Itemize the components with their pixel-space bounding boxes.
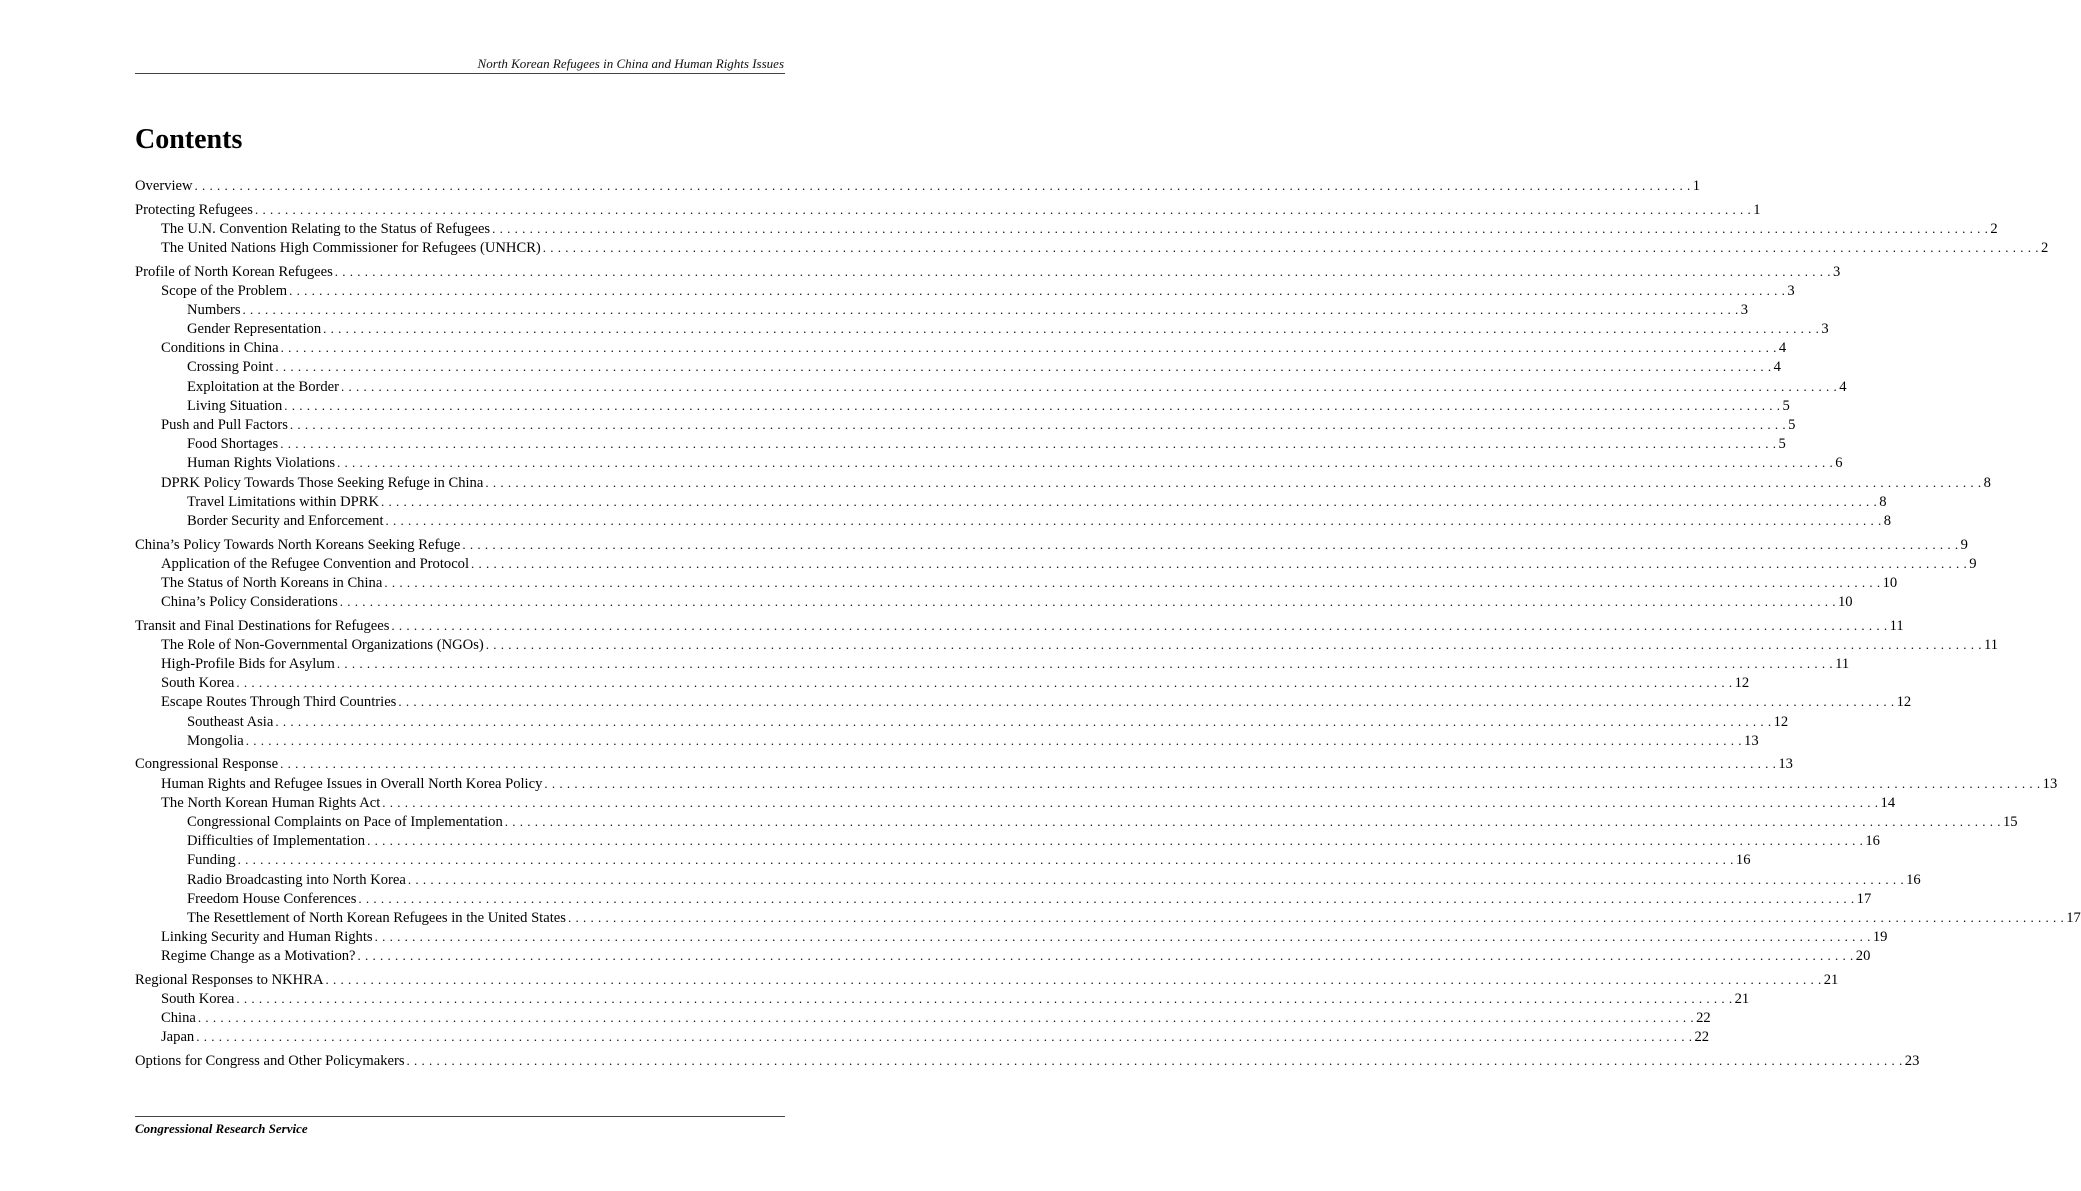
toc-entry[interactable] [135,357,1781,376]
toc-entry-page: 8 [1879,493,1887,510]
toc-entry-label: The U.N. Convention Relating to the Status of Refugees [161,220,491,237]
header-divider [135,73,785,74]
toc-dot-leader: . . . . . . . . . . . . . . . . . . . . . . . . . . . . . . . . . . . . . . . . . . . . . . . . . . . . . . . . . . . . . . . . . . . . . . . . . . . . . . . . . . . . . . . . . . . . . . . . . . . . . . . . . . . . . . . . . . . . . . . . . . . . . . . . . . . . . . . . . . . . . . . . . . . . . . . . . . . . . . . . . . . . . . . . . . . . . . . . . . . . . . . . . . . . . . . . . . . . . . . . [275,359,1772,375]
toc-dot-leader: . . . . . . . . . . . . . . . . . . . . . . . . . . . . . . . . . . . . . . . . . . . . . . . . . . . . . . . . . . . . . . . . . . . . . . . . . . . . . . . . . . . . . . . . . . . . . . . . . . . . . . . . . . . . . . . . . . . . . . . . . . . . . . . . . . . . . . . . . . . . . . . . . . . . . . . . . . . . . . . . . . . . . . . . . . . . . . . . . . . . . . . . . . . . . . . . . . . . . . . . [384,574,1881,590]
toc-entry-page: 3 [1740,301,1749,318]
toc-entry-label: Exploitation at the Border [187,378,339,395]
toc-dot-leader: . . . . . . . . . . . . . . . . . . . . . . . . . . . . . . . . . . . . . . . . . . . . . . . . . . . . . . . . . . . . . . . . . . . . . . . . . . . . . . . . . . . . . . . . . . . . . . . . . . . . . . . . . . . . . . . . . . . . . . . . . . . . . . . . . . . . . . . . . . . . . . . . . . . . . . . . . . . . . . . . . . . . . . . . . . . . . . . . . . . . . . . . . . . . . . . . . . . . . . . . [236,675,1733,691]
toc-entry-page: 15 [2003,813,2018,830]
toc-entry-page: 21 [1734,991,1750,1008]
toc-entry-page: 5 [1778,436,1786,453]
toc-entry[interactable] [135,970,1839,989]
toc-entry[interactable] [135,219,1998,238]
toc-entry-label: Overview [135,178,193,194]
toc-entry-page: 14 [1880,794,1896,811]
toc-entry[interactable] [135,238,2049,257]
toc-entry-page: 19 [1872,929,1888,946]
toc-entry-label: Profile of North Korean Refugees [135,263,333,280]
toc-dot-leader: . . . . . . . . . . . . . . . . . . . . . . . . . . . . . . . . . . . . . . . . . . . . . . . . . . . . . . . . . . . . . . . . . . . . . . . . . . . . . . . . . . . . . . . . . . . . . . . . . . . . . . . . . . . . . . . . . . . . . . . . . . . . . . . . . . . . . . . . . . . . . . . . . . . . . . . . . . . . . . . . . . . . . . . . . . . . . . . . . . . . . . . . . . . . . . . . . . . . . . . . [407,871,1905,887]
toc-entry-page: 5 [1788,417,1796,434]
toc-entry-page: 21 [1823,971,1839,988]
toc-entry-label: Difficulties of Implementation [187,833,366,850]
toc-dot-leader: . . . . . . . . . . . . . . . . . . . . . . . . . . . . . . . . . . . . . . . . . . . . . . . . . . . . . . . . . . . . . . . . . . . . . . . . . . . . . . . . . . . . . . . . . . . . . . . . . . . . . . . . . . . . . . . . . . . . . . . . . . . . . . . . . . . . . . . . . . . . . . . . . . . . . . . . . . . . . . . . . . . . . . . . . . . . . . . . . . . . . . . . . . . . . . . . . . . . . . . . [492,220,1989,236]
toc-dot-leader: . . . . . . . . . . . . . . . . . . . . . . . . . . . . . . . . . . . . . . . . . . . . . . . . . . . . . . . . . . . . . . . . . . . . . . . . . . . . . . . . . . . . . . . . . . . . . . . . . . . . . . . . . . . . . . . . . . . . . . . . . . . . . . . . . . . . . . . . . . . . . . . . . . . . . . . . . . . . . . . . . . . . . . . . . . . . . . . . . . . . . . . . . . . . . . . . . . . . . . . . [374,929,1871,945]
toc-entry-page: 16 [1735,852,1751,869]
toc-entry[interactable] [135,793,1896,812]
toc-entry[interactable] [135,415,1796,434]
toc-entry-label: Options for Congress and Other Policymakers [135,1052,405,1069]
toc-entry[interactable] [135,338,1787,357]
toc-entry-label: Crossing Point [187,359,274,376]
toc-entry-page: 8 [1983,474,1991,491]
toc-dot-leader: . . . . . . . . . . . . . . . . . . . . . . . . . . . . . . . . . . . . . . . . . . . . . . . . . . . . . . . . . . . . . . . . . . . . . . . . . . . . . . . . . . . . . . . . . . . . . . . . . . . . . . . . . . . . . . . . . . . . . . . . . . . . . . . . . . . . . . . . . . . . . . . . . . . . . . . . . . . . . . . . . . . . . . . . . . . . . . . . . . . . . . . . . . . . . . . . . . . . . . . . [242,301,1739,317]
toc-entry-page: 9 [1960,536,1968,553]
toc-entry[interactable] [135,176,1701,195]
toc-dot-leader: . . . . . . . . . . . . . . . . . . . . . . . . . . . . . . . . . . . . . . . . . . . . . . . . . . . . . . . . . . . . . . . . . . . . . . . . . . . . . . . . . . . . . . . . . . . . . . . . . . . . . . . . . . . . . . . . . . . . . . . . . . . . . . . . . . . . . . . . . . . . . . . . . . . . . . . . . . . . . . . . . . . . . . . . . . . . . . . . . . . . . . . . . . . . . . . . . . . . . . . . [194,178,1691,193]
toc-entry-page: 1 [1692,178,1701,194]
toc-entry[interactable] [135,692,1912,711]
toc-entry-label: Congressional Response [135,756,279,773]
toc-entry[interactable] [135,492,1887,511]
toc-entry-page: 16 [1865,833,1880,850]
toc-entry-page: 20 [1855,948,1871,965]
toc-dot-leader: . . . . . . . . . . . . . . . . . . . . . . . . . . . . . . . . . . . . . . . . . . . . . . . . . . . . . . . . . . . . . . . . . . . . . . . . . . . . . . . . . . . . . . . . . . . . . . . . . . . . . . . . . . . . . . . . . . . . . . . . . . . . . . . . . . . . . . . . . . . . . . . . . . . . . . . . . . . . . . . . . . . . . . . . . . . . . . . . . . . . . . . . . . . . . . . . . . . . . . . . [485,474,1982,490]
toc-entry-label: Japan [161,1029,195,1046]
toc-entry[interactable] [135,319,1829,338]
toc-entry[interactable] [135,870,1921,889]
toc-dot-leader: . . . . . . . . . . . . . . . . . . . . . . . . . . . . . . . . . . . . . . . . . . . . . . . . . . . . . . . . . . . . . . . . . . . . . . . . . . . . . . . . . . . . . . . . . . . . . . . . . . . . . . . . . . . . . . . . . . . . . . . . . . . . . . . . . . . . . . . . . . . . . . . . . . . . . . . . . . . . . . . . . . . . . . . . . . . . . . . . . . . . . . . . . . . . . . . . . . . . . . . . [391,617,1888,633]
toc-entry-page: 10 [1882,574,1898,591]
toc-dot-leader: . . . . . . . . . . . . . . . . . . . . . . . . . . . . . . . . . . . . . . . . . . . . . . . . . . . . . . . . . . . . . . . . . . . . . . . . . . . . . . . . . . . . . . . . . . . . . . . . . . . . . . . . . . . . . . . . . . . . . . . . . . . . . . . . . . . . . . . . . . . . . . . . . . . . . . . . . . . . . . . . . . . . . . . . . . . . . . . . . . . . . . . . . . . . . . . . . . . . . . . . [542,239,2040,255]
toc-entry-page: 3 [1787,282,1795,299]
toc-dot-leader: . . . . . . . . . . . . . . . . . . . . . . . . . . . . . . . . . . . . . . . . . . . . . . . . . . . . . . . . . . . . . . . . . . . . . . . . . . . . . . . . . . . . . . . . . . . . . . . . . . . . . . . . . . . . . . . . . . . . . . . . . . . . . . . . . . . . . . . . . . . . . . . . . . . . . . . . . . . . . . . . . . . . . . . . . . . . . . . . . . . . . . . . . . . . . . . . . . . . . . . . [504,813,2001,829]
toc-entry[interactable] [135,831,1880,850]
toc-entry-page: 13 [2042,775,2058,792]
toc-dot-leader: . . . . . . . . . . . . . . . . . . . . . . . . . . . . . . . . . . . . . . . . . . . . . . . . . . . . . . . . . . . . . . . . . . . . . . . . . . . . . . . . . . . . . . . . . . . . . . . . . . . . . . . . . . . . . . . . . . . . . . . . . . . . . . . . . . . . . . . . . . . . . . . . . . . . . . . . . . . . . . . . . . . . . . . . . . . . . . . . . . . . . . . . . . . . . . . . . . . . . . . . [367,833,1864,849]
toc-entry[interactable] [135,281,1795,300]
toc-entry-page: 12 [1773,713,1789,730]
toc-entry-page: 22 [1694,1029,1710,1046]
toc-dot-leader: . . . . . . . . . . . . . . . . . . . . . . . . . . . . . . . . . . . . . . . . . . . . . . . . . . . . . . . . . . . . . . . . . . . . . . . . . . . . . . . . . . . . . . . . . . . . . . . . . . . . . . . . . . . . . . . . . . . . . . . . . . . . . . . . . . . . . . . . . . . . . . . . . . . . . . . . . . . . . . . . . . . . . . . . . . . . . . . . . . . . . . . . . . . . . . . . . . . . . . . . [196,1029,1693,1045]
toc-entry-label: South Korea [161,675,235,692]
toc-dot-leader: . . . . . . . . . . . . . . . . . . . . . . . . . . . . . . . . . . . . . . . . . . . . . . . . . . . . . . . . . . . . . . . . . . . . . . . . . . . . . . . . . . . . . . . . . . . . . . . . . . . . . . . . . . . . . . . . . . . . . . . . . . . . . . . . . . . . . . . . . . . . . . . . . . . . . . . . . . . . . . . . . . . . . . . . . . . . . . . . . . . . . . . . . . . . . . . . . . . . . . . . [398,694,1895,710]
footer-divider [135,1116,785,1117]
toc-entry-label: Linking Security and Human Rights [161,929,373,946]
toc-dot-leader: . . . . . . . . . . . . . . . . . . . . . . . . . . . . . . . . . . . . . . . . . . . . . . . . . . . . . . . . . . . . . . . . . . . . . . . . . . . . . . . . . . . . . . . . . . . . . . . . . . . . . . . . . . . . . . . . . . . . . . . . . . . . . . . . . . . . . . . . . . . . . . . . . . . . . . . . . . . . . . . . . . . . . . . . . . . . . . . . . . . . . . . . . . . . . . . . . . . . . . . . [197,1010,1695,1026]
toc-entry-page: 22 [1696,1010,1711,1027]
toc-entry-label: China [161,1010,196,1027]
toc-entry[interactable] [135,850,1751,869]
toc-entry[interactable] [135,554,1977,573]
toc-entry[interactable] [135,1051,1920,1070]
toc-entry-page: 5 [1782,397,1790,414]
toc-dot-leader: . . . . . . . . . . . . . . . . . . . . . . . . . . . . . . . . . . . . . . . . . . . . . . . . . . . . . . . . . . . . . . . . . . . . . . . . . . . . . . . . . . . . . . . . . . . . . . . . . . . . . . . . . . . . . . . . . . . . . . . . . . . . . . . . . . . . . . . . . . . . . . . . . . . . . . . . . . . . . . . . . . . . . . . . . . . . . . . . . . . . . . . . . . . . . . . . . . . . . . . . [340,378,1838,394]
toc-entry[interactable] [135,889,1872,908]
toc-entry-label: Mongolia [187,732,244,749]
toc-dot-leader: . . . . . . . . . . . . . . . . . . . . . . . . . . . . . . . . . . . . . . . . . . . . . . . . . . . . . . . . . . . . . . . . . . . . . . . . . . . . . . . . . . . . . . . . . . . . . . . . . . . . . . . . . . . . . . . . . . . . . . . . . . . . . . . . . . . . . . . . . . . . . . . . . . . . . . . . . . . . . . . . . . . . . . . . . . . . . . . . . . . . . . . . . . . . . . . . . . . . . . . . [358,890,1855,906]
toc-entry-label: Push and Pull Factors [161,417,288,434]
toc-entry-page: 8 [1883,512,1892,529]
toc-entry-label: Living Situation [187,397,283,414]
toc-dot-leader: . . . . . . . . . . . . . . . . . . . . . . . . . . . . . . . . . . . . . . . . . . . . . . . . . . . . . . . . . . . . . . . . . . . . . . . . . . . . . . . . . . . . . . . . . . . . . . . . . . . . . . . . . . . . . . . . . . . . . . . . . . . . . . . . . . . . . . . . . . . . . . . . . . . . . . . . . . . . . . . . . . . . . . . . . . . . . . . . . . . . . . . . . . . . . . . . . . . . . . . . [284,397,1781,413]
toc-dot-leader: . . . . . . . . . . . . . . . . . . . . . . . . . . . . . . . . . . . . . . . . . . . . . . . . . . . . . . . . . . . . . . . . . . . . . . . . . . . . . . . . . . . . . . . . . . . . . . . . . . . . . . . . . . . . . . . . . . . . . . . . . . . . . . . . . . . . . . . . . . . . . . . . . . . . . . . . . . . . . . . . . . . . . . . . . . . . . . . . . . . . . . . . . . . . . . . . . . . . . . . . [471,555,1968,571]
toc-entry-page: 3 [1821,321,1829,338]
toc-entry-label: Scope of the Problem [161,282,288,299]
toc-entry-page: 11 [1889,617,1904,634]
toc-dot-leader: . . . . . . . . . . . . . . . . . . . . . . . . . . . . . . . . . . . . . . . . . . . . . . . . . . . . . . . . . . . . . . . . . . . . . . . . . . . . . . . . . . . . . . . . . . . . . . . . . . . . . . . . . . . . . . . . . . . . . . . . . . . . . . . . . . . . . . . . . . . . . . . . . . . . . . . . . . . . . . . . . . . . . . . . . . . . . . . . . . . . . . . . . . . . . . . . . . . . . . . . [245,732,1743,748]
toc-entry-label: Freedom House Conferences [187,890,357,907]
toc-dot-leader: . . . . . . . . . . . . . . . . . . . . . . . . . . . . . . . . . . . . . . . . . . . . . . . . . . . . . . . . . . . . . . . . . . . . . . . . . . . . . . . . . . . . . . . . . . . . . . . . . . . . . . . . . . . . . . . . . . . . . . . . . . . . . . . . . . . . . . . . . . . . . . . . . . . . . . . . . . . . . . . . . . . . . . . . . . . . . . . . . . . . . . . . . . . . . . . . . . . . . . . . [254,201,1752,217]
toc-entry-page: 9 [1969,555,1977,572]
toc-entry[interactable] [135,262,1841,281]
toc-entry[interactable] [135,377,1847,396]
toc-entry-label: Congressional Complaints on Pace of Implementation [187,813,503,830]
toc-entry[interactable] [135,434,1786,453]
toc-entry-label: China’s Policy Towards North Koreans Seeking Refuge [135,536,461,553]
toc-entry[interactable] [135,200,1761,219]
toc-entry-label: Application of the Refugee Convention and Protocol [161,555,470,572]
toc-entry-page: 6 [1835,455,1843,472]
toc-entry-label: Radio Broadcasting into North Korea [187,871,406,888]
toc-dot-leader: . . . . . . . . . . . . . . . . . . . . . . . . . . . . . . . . . . . . . . . . . . . . . . . . . . . . . . . . . . . . . . . . . . . . . . . . . . . . . . . . . . . . . . . . . . . . . . . . . . . . . . . . . . . . . . . . . . . . . . . . . . . . . . . . . . . . . . . . . . . . . . . . . . . . . . . . . . . . . . . . . . . . . . . . . . . . . . . . . . . . . . . . . . . . . . . . . . . . . . . . [280,340,1777,356]
toc-entry[interactable] [135,1008,1711,1027]
toc-entry-page: 4 [1773,359,1781,376]
toc-entry-page: 3 [1833,263,1841,280]
toc-entry[interactable] [135,673,1750,692]
toc-dot-leader: . . . . . . . . . . . . . . . . . . . . . . . . . . . . . . . . . . . . . . . . . . . . . . . . . . . . . . . . . . . . . . . . . . . . . . . . . . . . . . . . . . . . . . . . . . . . . . . . . . . . . . . . . . . . . . . . . . . . . . . . . . . . . . . . . . . . . . . . . . . . . . . . . . . . . . . . . . . . . . . . . . . . . . . . . . . . . . . . . . . . . . . . . . . . . . . . . . . . . . . . [280,756,1777,772]
toc-dot-leader: . . . . . . . . . . . . . . . . . . . . . . . . . . . . . . . . . . . . . . . . . . . . . . . . . . . . . . . . . . . . . . . . . . . . . . . . . . . . . . . . . . . . . . . . . . . . . . . . . . . . . . . . . . . . . . . . . . . . . . . . . . . . . . . . . . . . . . . . . . . . . . . . . . . . . . . . . . . . . . . . . . . . . . . . . . . . . . . . . . . . . . . . . . . . . . . . . . . . . . . . [382,794,1879,810]
toc-entry[interactable] [135,1027,1710,1046]
toc-entry-page: 17 [1856,890,1872,907]
toc-dot-leader: . . . . . . . . . . . . . . . . . . . . . . . . . . . . . . . . . . . . . . . . . . . . . . . . . . . . . . . . . . . . . . . . . . . . . . . . . . . . . . . . . . . . . . . . . . . . . . . . . . . . . . . . . . . . . . . . . . . . . . . . . . . . . . . . . . . . . . . . . . . . . . . . . . . . . . . . . . . . . . . . . . . . . . . . . . . . . . . . . . . . . . . . . . . . . . . . . . . . . . . . [280,436,1777,452]
toc-entry-page: 2 [2041,239,2049,256]
toc-entry[interactable] [135,396,1790,415]
toc-entry[interactable] [135,535,1968,554]
toc-entry-page: 12 [1896,694,1912,711]
toc-entry-label: The United Nations High Commissioner for Refugees (UNHCR) [161,239,541,256]
toc-entry-label: Regional Responses to NKHRA [135,971,324,988]
toc-entry-page: 1 [1753,201,1761,218]
toc-dot-leader: . . . . . . . . . . . . . . . . . . . . . . . . . . . . . . . . . . . . . . . . . . . . . . . . . . . . . . . . . . . . . . . . . . . . . . . . . . . . . . . . . . . . . . . . . . . . . . . . . . . . . . . . . . . . . . . . . . . . . . . . . . . . . . . . . . . . . . . . . . . . . . . . . . . . . . . . . . . . . . . . . . . . . . . . . . . . . . . . . . . . . . . . . . . . . . . . . . . . . . . . [406,1052,1903,1068]
toc-entry-label: Funding [187,852,236,869]
running-header: North Korean Refugees in China and Human Rights Issues [477,56,784,71]
toc-entry-label: The Resettlement of North Korean Refugees in the United States [187,909,566,926]
page-title: Contents [135,124,243,155]
toc-entry-label: Protecting Refugees [135,201,253,218]
toc-entry-label: Border Security and Enforcement [187,512,384,529]
toc-entry-page: 4 [1778,340,1787,357]
toc-entry[interactable] [135,654,1850,673]
toc-dot-leader: . . . . . . . . . . . . . . . . . . . . . . . . . . . . . . . . . . . . . . . . . . . . . . . . . . . . . . . . . . . . . . . . . . . . . . . . . . . . . . . . . . . . . . . . . . . . . . . . . . . . . . . . . . . . . . . . . . . . . . . . . . . . . . . . . . . . . . . . . . . . . . . . . . . . . . . . . . . . . . . . . . . . . . . . . . . . . . . . . . . . . . . . . . . . . . . . . . . . . . . . [323,321,1820,337]
toc-entry-label: Travel Limitations within DPRK [187,493,380,510]
toc-dot-leader: . . . . . . . . . . . . . . . . . . . . . . . . . . . . . . . . . . . . . . . . . . . . . . . . . . . . . . . . . . . . . . . . . . . . . . . . . . . . . . . . . . . . . . . . . . . . . . . . . . . . . . . . . . . . . . . . . . . . . . . . . . . . . . . . . . . . . . . . . . . . . . . . . . . . . . . . . . . . . . . . . . . . . . . . . . . . . . . . . . . . . . . . . . . . . . . . . . . . . . . . [339,594,1836,610]
toc-dot-leader: . . . . . . . . . . . . . . . . . . . . . . . . . . . . . . . . . . . . . . . . . . . . . . . . . . . . . . . . . . . . . . . . . . . . . . . . . . . . . . . . . . . . . . . . . . . . . . . . . . . . . . . . . . . . . . . . . . . . . . . . . . . . . . . . . . . . . . . . . . . . . . . . . . . . . . . . . . . . . . . . . . . . . . . . . . . . . . . . . . . . . . . . . . . . . . . . . . . . . . . . [357,948,1854,964]
toc-entry[interactable] [135,573,1898,592]
toc-entry-label: Transit and Final Destinations for Refugees [135,617,390,634]
toc-entry[interactable] [135,774,2058,793]
toc-entry-label: High-Profile Bids for Asylum [161,656,335,673]
toc-dot-leader: . . . . . . . . . . . . . . . . . . . . . . . . . . . . . . . . . . . . . . . . . . . . . . . . . . . . . . . . . . . . . . . . . . . . . . . . . . . . . . . . . . . . . . . . . . . . . . . . . . . . . . . . . . . . . . . . . . . . . . . . . . . . . . . . . . . . . . . . . . . . . . . . . . . . . . . . . . . . . . . . . . . . . . . . . . . . . . . . . . . . . . . . . . . . . . . . . . . . . . . . [544,775,2041,791]
toc-entry-label: The Role of Non-Governmental Organizations (NGOs) [161,636,484,653]
toc-dot-leader: . . . . . . . . . . . . . . . . . . . . . . . . . . . . . . . . . . . . . . . . . . . . . . . . . . . . . . . . . . . . . . . . . . . . . . . . . . . . . . . . . . . . . . . . . . . . . . . . . . . . . . . . . . . . . . . . . . . . . . . . . . . . . . . . . . . . . . . . . . . . . . . . . . . . . . . . . . . . . . . . . . . . . . . . . . . . . . . . . . . . . . . . . . . . . . . . . . . . . . . . [325,971,1822,987]
toc-dot-leader: . . . . . . . . . . . . . . . . . . . . . . . . . . . . . . . . . . . . . . . . . . . . . . . . . . . . . . . . . . . . . . . . . . . . . . . . . . . . . . . . . . . . . . . . . . . . . . . . . . . . . . . . . . . . . . . . . . . . . . . . . . . . . . . . . . . . . . . . . . . . . . . . . . . . . . . . . . . . . . . . . . . . . . . . . . . . . . . . . . . . . . . . . . . . . . . . . . . . . . . . [337,455,1834,471]
toc-entry-page: 11 [1835,656,1850,673]
toc-entry-label: South Korea [161,991,235,1008]
toc-entry-page: 23 [1904,1052,1920,1069]
toc-entry[interactable] [135,946,1871,965]
toc-entry-page: 13 [1778,756,1793,773]
table-of-contents [135,176,2081,1070]
toc-entry[interactable] [135,812,2018,831]
toc-dot-leader: . . . . . . . . . . . . . . . . . . . . . . . . . . . . . . . . . . . . . . . . . . . . . . . . . . . . . . . . . . . . . . . . . . . . . . . . . . . . . . . . . . . . . . . . . . . . . . . . . . . . . . . . . . . . . . . . . . . . . . . . . . . . . . . . . . . . . . . . . . . . . . . . . . . . . . . . . . . . . . . . . . . . . . . . . . . . . . . . . . . . . . . . . . . . . . . . . . . . . . . . [237,852,1734,868]
toc-entry-page: 13 [1744,732,1759,749]
toc-dot-leader: . . . . . . . . . . . . . . . . . . . . . . . . . . . . . . . . . . . . . . . . . . . . . . . . . . . . . . . . . . . . . . . . . . . . . . . . . . . . . . . . . . . . . . . . . . . . . . . . . . . . . . . . . . . . . . . . . . . . . . . . . . . . . . . . . . . . . . . . . . . . . . . . . . . . . . . . . . . . . . . . . . . . . . . . . . . . . . . . . . . . . . . . . . . . . . . . . . . . . . . . [334,263,1832,279]
toc-dot-leader: . . . . . . . . . . . . . . . . . . . . . . . . . . . . . . . . . . . . . . . . . . . . . . . . . . . . . . . . . . . . . . . . . . . . . . . . . . . . . . . . . . . . . . . . . . . . . . . . . . . . . . . . . . . . . . . . . . . . . . . . . . . . . . . . . . . . . . . . . . . . . . . . . . . . . . . . . . . . . . . . . . . . . . . . . . . . . . . . . . . . . . . . . . . . . . . . . . . . . . . . [289,282,1786,298]
toc-entry[interactable] [135,754,1793,773]
toc-entry[interactable] [135,731,1759,750]
toc-entry[interactable] [135,635,1999,654]
toc-entry[interactable] [135,989,1750,1008]
toc-entry[interactable] [135,511,1892,530]
toc-entry-label: China’s Policy Considerations [161,594,338,611]
toc-entry-page: 17 [2066,909,2081,926]
toc-entry[interactable] [135,927,1888,946]
toc-entry-label: Gender Representation [187,321,322,338]
toc-entry[interactable] [135,300,1749,319]
toc-entry-label: Food Shortages [187,436,279,453]
toc-entry-label: Human Rights Violations [187,455,336,472]
toc-dot-leader: . . . . . . . . . . . . . . . . . . . . . . . . . . . . . . . . . . . . . . . . . . . . . . . . . . . . . . . . . . . . . . . . . . . . . . . . . . . . . . . . . . . . . . . . . . . . . . . . . . . . . . . . . . . . . . . . . . . . . . . . . . . . . . . . . . . . . . . . . . . . . . . . . . . . . . . . . . . . . . . . . . . . . . . . . . . . . . . . . . . . . . . . . . . . . . . . . . . . . . . . [381,493,1878,509]
toc-entry[interactable] [135,592,1853,611]
toc-entry-label: Human Rights and Refugee Issues in Overall North Korea Policy [161,775,543,792]
toc-entry-label: Conditions in China [161,340,279,357]
footer-publisher: Congressional Research Service [135,1121,308,1136]
toc-dot-leader: . . . . . . . . . . . . . . . . . . . . . . . . . . . . . . . . . . . . . . . . . . . . . . . . . . . . . . . . . . . . . . . . . . . . . . . . . . . . . . . . . . . . . . . . . . . . . . . . . . . . . . . . . . . . . . . . . . . . . . . . . . . . . . . . . . . . . . . . . . . . . . . . . . . . . . . . . . . . . . . . . . . . . . . . . . . . . . . . . . . . . . . . . . . . . . . . . . . . . . . . [462,536,1959,552]
toc-entry-label: The North Korean Human Rights Act [161,794,381,811]
toc-entry-page: 2 [1990,220,1998,237]
toc-entry-label: Regime Change as a Motivation? [161,948,356,965]
toc-entry[interactable] [135,616,1904,635]
toc-entry-page: 16 [1906,871,1921,888]
toc-entry-label: Numbers [187,301,241,318]
toc-entry-label: Escape Routes Through Third Countries [161,694,397,711]
toc-dot-leader: . . . . . . . . . . . . . . . . . . . . . . . . . . . . . . . . . . . . . . . . . . . . . . . . . . . . . . . . . . . . . . . . . . . . . . . . . . . . . . . . . . . . . . . . . . . . . . . . . . . . . . . . . . . . . . . . . . . . . . . . . . . . . . . . . . . . . . . . . . . . . . . . . . . . . . . . . . . . . . . . . . . . . . . . . . . . . . . . . . . . . . . . . . . . . . . . . . . . . . . . [385,512,1882,528]
toc-entry-label: The Status of North Koreans in China [161,574,383,591]
toc-entry-page: 10 [1838,594,1853,611]
toc-entry[interactable] [135,453,1843,472]
toc-entry[interactable] [135,473,1991,492]
toc-entry-page: 4 [1839,378,1847,395]
toc-dot-leader: . . . . . . . . . . . . . . . . . . . . . . . . . . . . . . . . . . . . . . . . . . . . . . . . . . . . . . . . . . . . . . . . . . . . . . . . . . . . . . . . . . . . . . . . . . . . . . . . . . . . . . . . . . . . . . . . . . . . . . . . . . . . . . . . . . . . . . . . . . . . . . . . . . . . . . . . . . . . . . . . . . . . . . . . . . . . . . . . . . . . . . . . . . . . . . . . . . . . . . . . [289,417,1787,433]
toc-entry[interactable] [135,712,1789,731]
toc-entry-label: Southeast Asia [187,713,274,730]
toc-entry[interactable] [135,908,2081,927]
toc-entry-page: 11 [1984,636,1999,653]
toc-dot-leader: . . . . . . . . . . . . . . . . . . . . . . . . . . . . . . . . . . . . . . . . . . . . . . . . . . . . . . . . . . . . . . . . . . . . . . . . . . . . . . . . . . . . . . . . . . . . . . . . . . . . . . . . . . . . . . . . . . . . . . . . . . . . . . . . . . . . . . . . . . . . . . . . . . . . . . . . . . . . . . . . . . . . . . . . . . . . . . . . . . . . . . . . . . . . . . . . . . . . . . . . [275,713,1772,729]
toc-dot-leader: . . . . . . . . . . . . . . . . . . . . . . . . . . . . . . . . . . . . . . . . . . . . . . . . . . . . . . . . . . . . . . . . . . . . . . . . . . . . . . . . . . . . . . . . . . . . . . . . . . . . . . . . . . . . . . . . . . . . . . . . . . . . . . . . . . . . . . . . . . . . . . . . . . . . . . . . . . . . . . . . . . . . . . . . . . . . . . . . . . . . . . . . . . . . . . . . . . . . . . . . [567,909,2065,925]
toc-entry-page: 12 [1734,675,1750,692]
toc-entry-label: DPRK Policy Towards Those Seeking Refuge in China [161,474,484,491]
toc-dot-leader: . . . . . . . . . . . . . . . . . . . . . . . . . . . . . . . . . . . . . . . . . . . . . . . . . . . . . . . . . . . . . . . . . . . . . . . . . . . . . . . . . . . . . . . . . . . . . . . . . . . . . . . . . . . . . . . . . . . . . . . . . . . . . . . . . . . . . . . . . . . . . . . . . . . . . . . . . . . . . . . . . . . . . . . . . . . . . . . . . . . . . . . . . . . . . . . . . . . . . . . . [485,636,1982,652]
toc-dot-leader: . . . . . . . . . . . . . . . . . . . . . . . . . . . . . . . . . . . . . . . . . . . . . . . . . . . . . . . . . . . . . . . . . . . . . . . . . . . . . . . . . . . . . . . . . . . . . . . . . . . . . . . . . . . . . . . . . . . . . . . . . . . . . . . . . . . . . . . . . . . . . . . . . . . . . . . . . . . . . . . . . . . . . . . . . . . . . . . . . . . . . . . . . . . . . . . . . . . . . . . . [236,991,1733,1007]
toc-dot-leader: . . . . . . . . . . . . . . . . . . . . . . . . . . . . . . . . . . . . . . . . . . . . . . . . . . . . . . . . . . . . . . . . . . . . . . . . . . . . . . . . . . . . . . . . . . . . . . . . . . . . . . . . . . . . . . . . . . . . . . . . . . . . . . . . . . . . . . . . . . . . . . . . . . . . . . . . . . . . . . . . . . . . . . . . . . . . . . . . . . . . . . . . . . . . . . . . . . . . . . . . [336,656,1834,672]
